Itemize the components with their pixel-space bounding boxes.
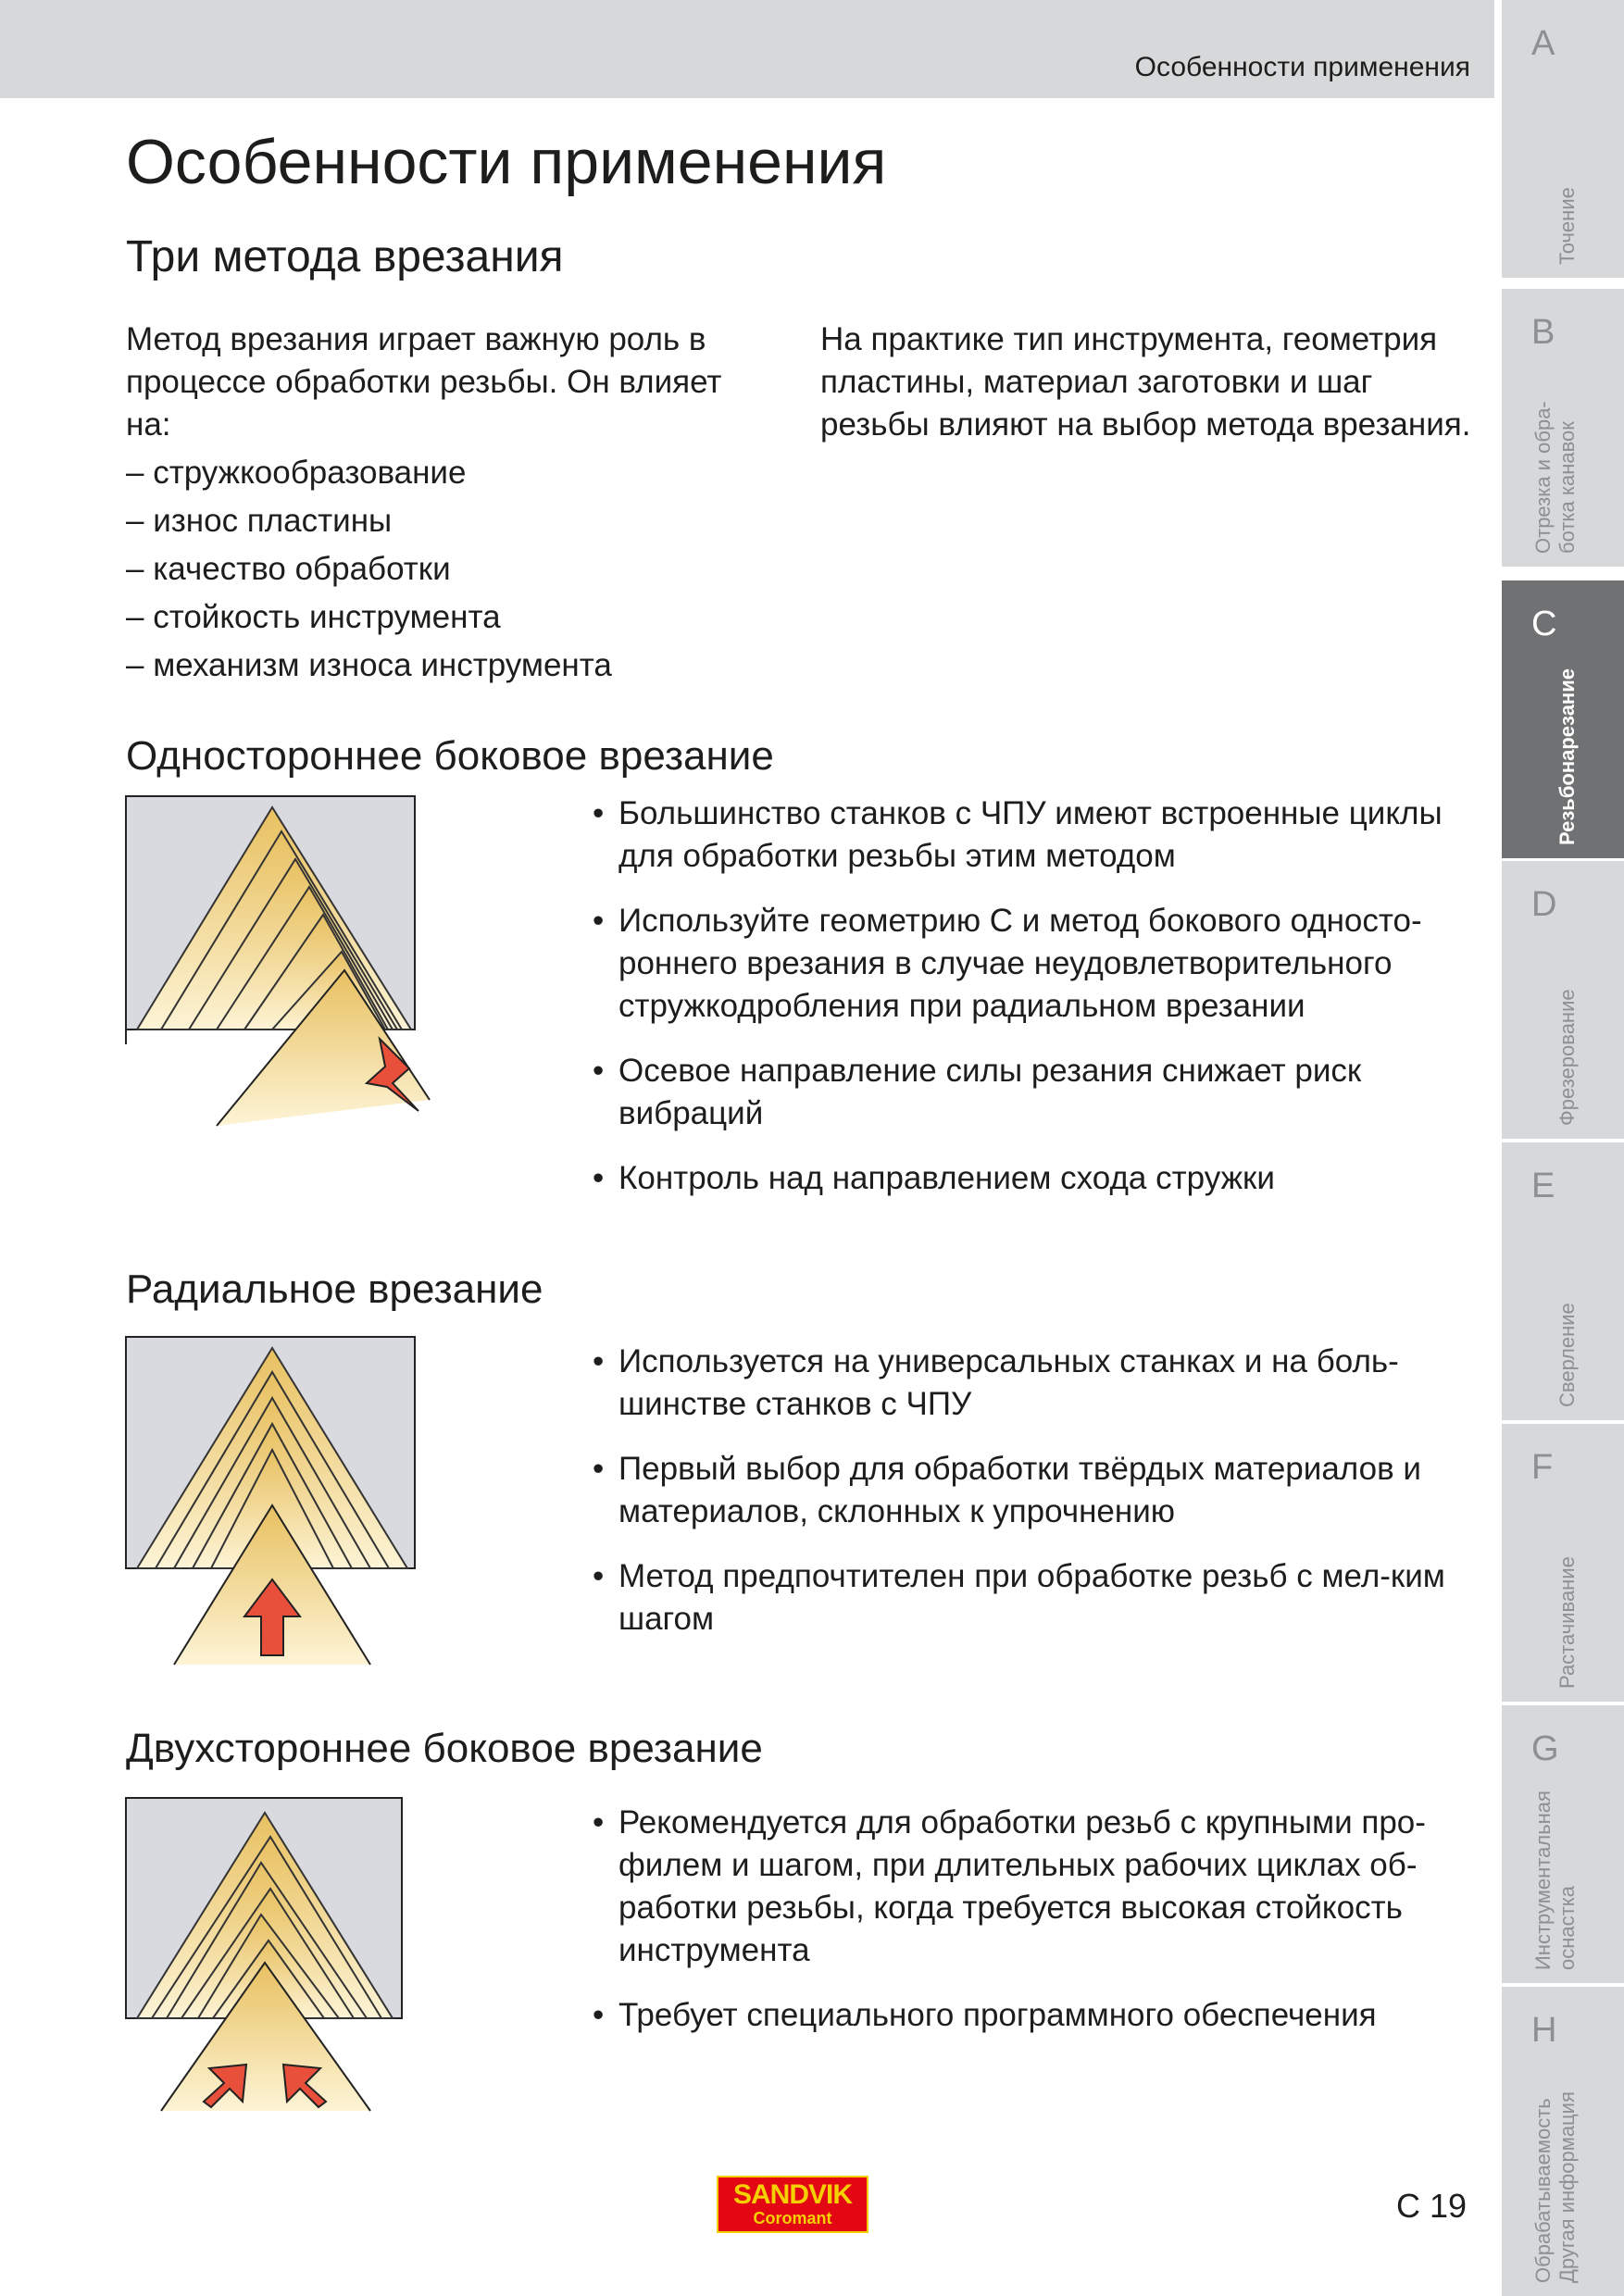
radial-infeed-diagram <box>124 1335 448 1668</box>
tab-letter: C <box>1531 605 1557 643</box>
list-item: • Контроль над направлением схода стружки <box>593 1157 1481 1200</box>
intro-text: Метод врезания играет важную роль в процессе обработки резьбы. Он влияет на: <box>126 321 722 443</box>
list-item: • Большинство станков с ЧПУ имеют встроенные циклы для обработки резьбы этим методом <box>593 792 1481 878</box>
list-item: – механизм износа инструмента <box>126 647 612 683</box>
list-item: – износ пластины <box>126 503 393 539</box>
tab-label: Резьбонарезание <box>1555 668 1579 845</box>
tab-a[interactable] <box>1502 0 1624 278</box>
flank-infeed-diagram <box>124 794 448 1128</box>
tab-letter: E <box>1531 1167 1555 1205</box>
intro-left <box>126 318 737 693</box>
influence-list <box>126 452 737 687</box>
logo-brand: SANDVIK <box>732 2179 852 2210</box>
tab-e[interactable] <box>1502 1142 1624 1420</box>
tab-letter: D <box>1531 885 1557 924</box>
section-heading: Двухстороннее боковое врезание <box>126 1726 763 1771</box>
tab-b[interactable] <box>1502 289 1624 567</box>
list-item: – стружкообразование <box>126 455 467 491</box>
tab-letter: H <box>1531 2011 1557 2050</box>
running-title: Особенности применения <box>1134 52 1470 82</box>
tab-d[interactable] <box>1502 861 1624 1139</box>
section-heading: Радиальное врезание <box>126 1267 543 1312</box>
page-title: Особенности применения <box>126 127 887 197</box>
section-bullets <box>593 1802 1481 2059</box>
section-bullets <box>593 792 1481 1222</box>
section-bullets <box>593 1341 1481 1663</box>
section-tabs <box>1502 0 1624 2296</box>
tab-label: Растачивание <box>1555 1556 1579 1689</box>
tab-label: Фрезерование <box>1555 989 1579 1126</box>
tab-label: Сверление <box>1555 1303 1579 1407</box>
alternating-flank-infeed-diagram <box>124 1796 448 2129</box>
tab-c[interactable] <box>1502 580 1624 858</box>
list-item: – стойкость инструмента <box>126 599 501 635</box>
list-item: • Метод предпочтителен при обработке резьб с мел-ким шагом <box>593 1555 1481 1641</box>
sandvik-logo <box>717 2176 868 2233</box>
page-subtitle: Три метода врезания <box>126 232 564 281</box>
tab-letter: B <box>1531 313 1555 352</box>
list-item: • Требует специального программного обеспечения <box>593 1994 1481 2037</box>
section-heading: Одностороннее боковое врезание <box>126 733 774 779</box>
tab-label: Отрезка и обра- ботка канавок <box>1531 401 1579 554</box>
list-item: • Используйте геометрию C и метод бокового односто-роннего врезания в случае неудовлетворительного стружкодробления при радиальном врезании <box>593 900 1481 1028</box>
intro-right: На практике тип инструмента, геометрия пластины, материал заготовки и шаг резьбы влияют на выбор метода врезания. <box>820 321 1471 443</box>
list-item: • Первый выбор для обработки твёрдых материалов и материалов, склонных к упрочнению <box>593 1448 1481 1533</box>
tab-letter: F <box>1531 1448 1554 1487</box>
header-bar <box>0 0 1494 98</box>
list-item: • Используется на универсальных станках и на боль-шинстве станков с ЧПУ <box>593 1341 1481 1426</box>
list-item: – качество обработки <box>126 551 451 587</box>
tab-letter: A <box>1531 24 1555 63</box>
tab-f[interactable] <box>1502 1424 1624 1702</box>
tab-h[interactable] <box>1502 1987 1624 2296</box>
list-item: • Осевое направление силы резания снижает риск вибраций <box>593 1050 1481 1135</box>
logo-subbrand: Coromant <box>753 2209 832 2227</box>
tab-letter: G <box>1531 1729 1559 1768</box>
tab-g[interactable] <box>1502 1705 1624 1983</box>
tab-label: Точение <box>1555 187 1579 265</box>
tab-label: Инструментальная оснастка <box>1531 1791 1579 1970</box>
list-item: • Рекомендуется для обработки резьб с крупными про-филем и шагом, при длительных рабочих циклах об-работки резьбы, когда требуется высокая стойкость инструмента <box>593 1802 1481 1972</box>
page-number: C 19 <box>1395 2187 1467 2225</box>
tab-label: Обрабатываемость Другая информация <box>1531 2091 1579 2283</box>
